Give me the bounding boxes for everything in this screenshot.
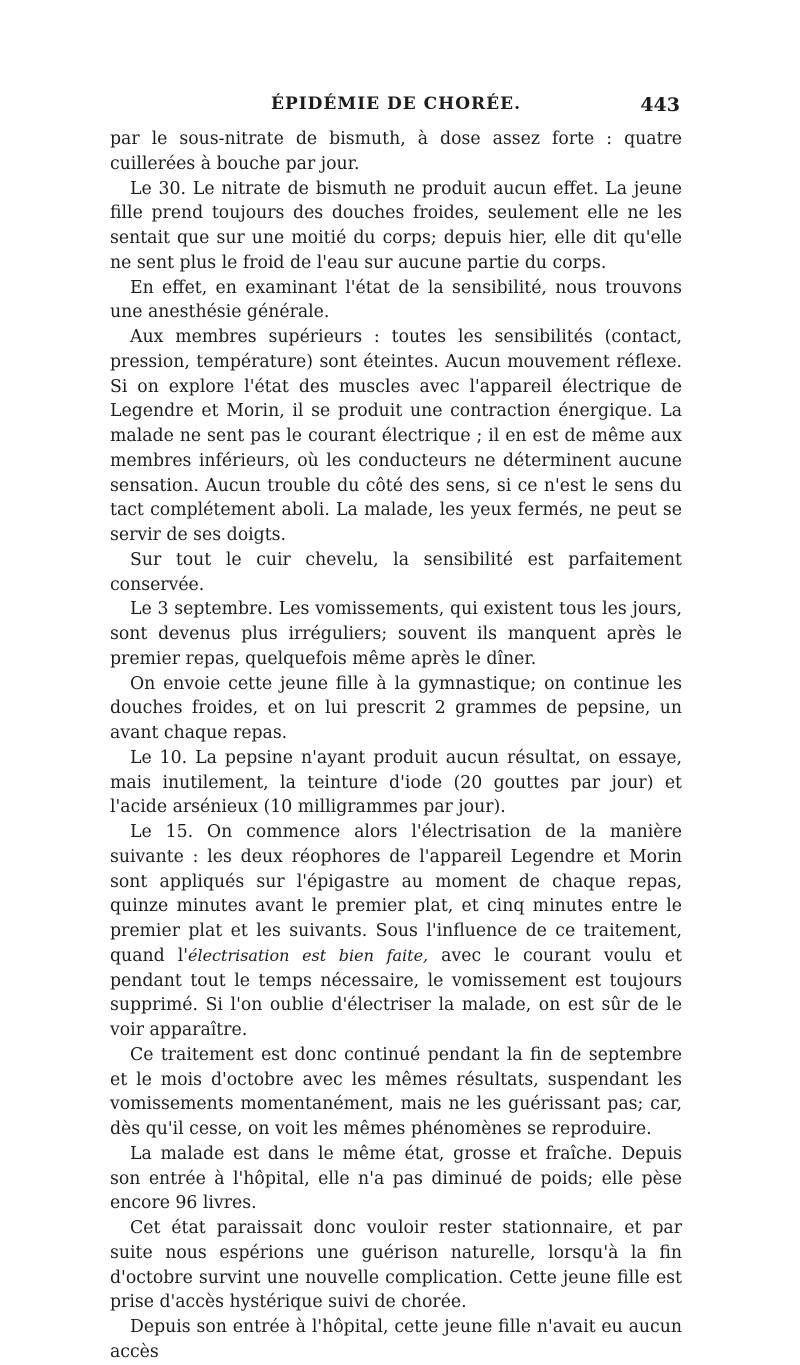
paragraph-2: Le 30. Le nitrate de bismuth ne produit aucun effet. La jeune fille prend toujours des douches froides, seulement elle ne les sentait que sur une moitié du corps; depuis hier, elle dit qu'elle ne sent plus le froid de l'eau sur aucune partie du corps. (110, 178, 682, 273)
running-title: ÉPIDÉMIE DE CHORÉE. (270, 94, 522, 114)
paragraph-13: Depuis son entrée à l'hôpital, cette jeune fille n'avait eu aucun accès (110, 1317, 682, 1362)
paragraph-12: Cet état paraissait donc vouloir rester stationnaire, et par suite nous espérions une guérison naturelle, lorsqu'à la fin d'octobre survint une nouvelle complication. Cette jeune fille est prise d'accès hystérique suivi de chorée. (110, 1218, 682, 1313)
paragraph-11: La malade est dans le même état, grosse et fraîche. Depuis son entrée à l'hôpital, elle n'a pas diminué de poids; elle pèse encore 96 livres. (110, 1143, 682, 1214)
paragraph-4: Aux membres supérieurs : toutes les sensibilités (contact, pression, température) sont éteintes. Aucun mouvement réflexe. Si on explore l'état des muscles avec l'appareil électrique de Legendre et Morin, il se produit une contraction énergique. La malade ne sent pas le courant électrique ; il en est de même aux membres inférieurs, où les conducteurs ne déterminent aucune sensation. Aucun trouble du côté des sens, si ce n'est le sens du tact complétement aboli. La malade, les yeux fermés, ne peut se servir de ses doigts. (110, 327, 682, 545)
body-text (110, 127, 682, 1365)
paragraph-10: Ce traitement est donc continué pendant la fin de septembre et le mois d'octobre avec les mêmes résultats, suspendant les vomissements momentanément, mais ne les guérissant pas; car, dès qu'il cesse, on voit les mêmes phénomènes se reproduire. (110, 1044, 682, 1139)
paragraph-9 (110, 820, 682, 1043)
paragraph-9-text-end: avec le courant voulu et pendant tout le temps nécessaire, le vomissement est toujours supprimé. Si l'on oublie d'électriser la malade, on est sûr de le voir apparaître. (110, 945, 682, 1040)
page-number: 443 (640, 94, 680, 116)
paragraph-7: On envoie cette jeune fille à la gymnastique; on continue les douches froides, et on lui prescrit 2 grammes de pepsine, un avant chaque repas. (110, 673, 682, 743)
paragraph-9-italic: électrisation est bien faite, (188, 945, 429, 965)
paragraph-9-text-start: Le 15. On commence alors l'électrisation de la manière suivante : les deux réophores de l'appareil Legendre et Morin sont appliqués sur l'épigastre au moment de chaque repas, quinze minutes avant le premier plat, et cinq minutes entre le premier plat et les suivants. Sous l'influence de ce traitement, quand l' (110, 822, 682, 966)
paragraph-8: Le 10. La pepsine n'ayant produit aucun résultat, on essaye, mais inutilement, la teinture d'iode (20 gouttes par jour) et l'acide arsénieux (10 milligrammes par jour). (110, 747, 682, 818)
running-head (112, 94, 680, 122)
paragraph-1: par le sous-nitrate de bismuth, à dose assez forte : quatre cuillerées à bouche par jour. (110, 129, 682, 174)
paragraph-6: Le 3 septembre. Les vomissements, qui existent tous les jours, sont devenus plus irréguliers; souvent ils manquent après le premier repas, quelquefois même après le dîner. (110, 599, 682, 669)
paragraph-5: Sur tout le cuir chevelu, la sensibilité est parfaitement conservée. (110, 549, 682, 595)
paragraph-3: En effet, en examinant l'état de la sensibilité, nous trouvons une anesthésie générale. (110, 277, 682, 323)
